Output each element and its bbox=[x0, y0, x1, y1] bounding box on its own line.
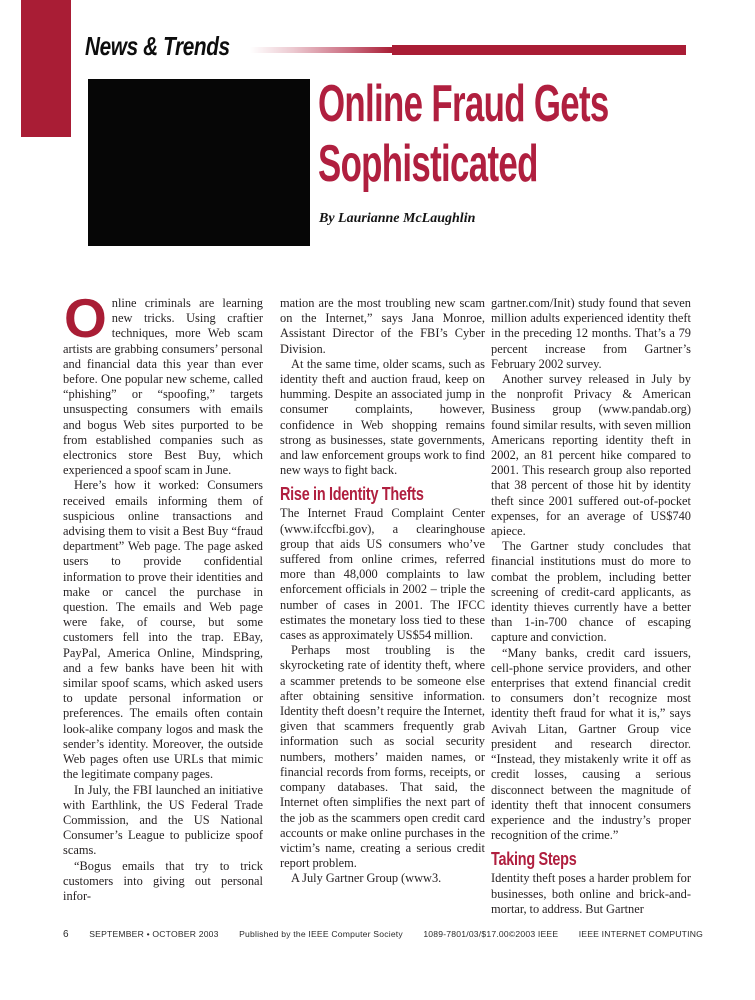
article-title-line1: Online Fraud Gets bbox=[318, 75, 609, 133]
section-title: News & Trends bbox=[85, 31, 230, 61]
paragraph: Another survey released in July by the nonprofit Privacy & American Business group (www.pandab.org) found similar results, with seven million Americans reporting identity theft in 2002, an 81 percent hike compared to 2001. This research group also reported that 38 percent of those hit by identity theft since 2001 suffered out-of-pocket expenses, for an average of US$740 apiece. bbox=[491, 372, 691, 539]
issn-copyright: 1089-7801/03/$17.00©2003 IEEE bbox=[423, 929, 559, 939]
text-column-1 bbox=[63, 287, 263, 904]
paragraph: Identity theft poses a harder problem for businesses, both online and brick-and-mortar, to address. But Gartner bbox=[491, 871, 691, 916]
header-rule-solid bbox=[392, 45, 686, 55]
paragraph: “Bogus emails that try to trick customers into giving out personal infor- bbox=[63, 858, 263, 903]
header-rule bbox=[250, 44, 686, 55]
subheading-taking-steps: Taking Steps bbox=[491, 849, 577, 870]
page-footer bbox=[63, 929, 703, 940]
magazine-name: IEEE INTERNET COMPUTING bbox=[578, 929, 703, 939]
paragraph-continued: mation are the most troubling new scam on the Internet,” says Jana Monroe, Assistant Director of the FBI’s Cyber Division. bbox=[280, 296, 485, 356]
paragraph: A July Gartner Group (www3. bbox=[291, 871, 442, 886]
paragraph: “Many banks, credit card issuers, cell-phone service providers, and other enterprises that extend financial credit to consumers don’t recognize most identity theft fraud for what it is,” says Avivah Litan, Gartner Group vice president and research director. “Instead, they mistakenly write it off as credit losses, causing a serious disconnect between the magnitude of identity theft that innocent consumers experience and the industry’s proper recognition of the crime.” bbox=[491, 645, 691, 843]
byline: By Laurianne McLaughlin bbox=[319, 211, 476, 226]
opening-paragraph bbox=[63, 287, 263, 478]
opening-paragraph-text: nline criminals are learning new tricks. Using craftier techniques, more Web scam artists are grabbing consumers’ personal and financial data this year than ever before. One popular new scheme, called “phishing” or “spoofing,” targets unsuspecting consumers with emails and bogus Web sites purported to be from established companies such as electronics store Best Buy, which experienced a spoof scam in June. bbox=[63, 296, 263, 478]
article-photo bbox=[88, 79, 310, 246]
paragraph-continued: gartner.com/Init) study found that seven million adults experienced identity theft in the preceding 12 months. That’s a 79 percent increase from Gartner’s February 2002 survey. bbox=[491, 296, 691, 371]
subheading-rise-in-identity-thefts: Rise in Identity Thefts bbox=[280, 484, 424, 505]
paragraph: At the same time, older scams, such as identity theft and auction fraud, keep on humming. Despite an associated jump in consumer complaints, however, confidence in Web shopping remains strong as businesses, state governments, and law enforcement groups work to find new ways to fight back. bbox=[280, 356, 485, 478]
paragraph: In July, the FBI launched an initiative with Earthlink, the US Federal Trade Commission, and the US National Consumer’s League to publicize spoof scams. bbox=[63, 782, 263, 858]
paragraph: The Gartner study concludes that financial institutions must do more to combat the problem, including better screening of credit-card applicants, as identity thieves currently have a better than 1-in-700 chance of escaping capture and conviction. bbox=[491, 539, 691, 645]
article-title bbox=[318, 74, 609, 194]
paragraph: Here’s how it worked: Consumers received emails informing them of suspicious online transactions and advising them to visit a Best Buy “fraud department” Web page. The page asked users to provide confidential information to prove their identities and make or cancel the purchase in question. The emails and Web page were fake, of course, but some customers fell into the trap. EBay, PayPal, America Online, Mindspring, and a few banks have been hit with similar spoof scams, which asked users to update personal information or preferences. The emails often contain look-alike company logos and mask the sender’s identity. Moreover, the outside Web pages often use URLs that mimic the legitimate company pages. bbox=[63, 478, 263, 782]
page-number: 6 bbox=[63, 929, 69, 940]
header-rule-gradient bbox=[250, 47, 392, 53]
paragraph: Perhaps most troubling is the skyrocketing rate of identity theft, where a scammer pretends to be someone else after obtaining sensitive information. Identity theft doesn’t require the Internet, given that scammers frequently grab information such as social security numbers, mothers’ maiden names, or financial records from forms, receipts, or company databases. That said, the Internet often simplifies the next part of the job as the scammers open credit card accounts or make online purchases in the victim’s name, creating a serious credit report problem. bbox=[280, 643, 485, 871]
dropcap-letter: O bbox=[64, 287, 107, 349]
publisher-line: Published by the IEEE Computer Society bbox=[239, 929, 403, 939]
paragraph: The Internet Fraud Complaint Center (www.ifccfbi.gov), a clearinghouse group that aids US consumers who’ve suffered from online crimes, referred more than 48,000 complaints to law enforcement officials in 2002 – triple the number of cases in 2001. The IFCC estimates the monetary loss tied to these cases as approximately US$54 million. bbox=[280, 506, 485, 643]
corner-accent-bar bbox=[21, 0, 71, 137]
text-column-3 bbox=[491, 296, 691, 917]
article-title-line2: Sophisticated bbox=[318, 135, 538, 193]
text-column-2 bbox=[280, 296, 485, 887]
issue-date: SEPTEMBER • OCTOBER 2003 bbox=[89, 929, 219, 939]
